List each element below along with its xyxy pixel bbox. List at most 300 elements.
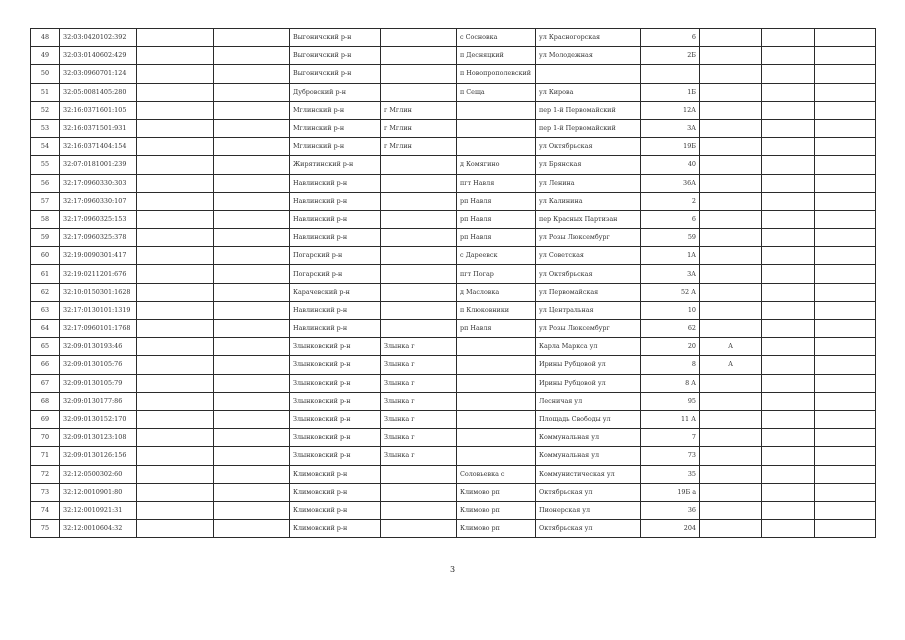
building-letter-cell (700, 47, 762, 65)
row-number-cell: 50 (31, 65, 60, 83)
table-row (31, 410, 876, 428)
building-letter-cell (700, 29, 762, 47)
locality-cell: Климово рп (457, 520, 536, 538)
empty-cell (214, 429, 290, 447)
street-cell: пер Красных Партизан (536, 210, 641, 228)
empty-cell (815, 247, 876, 265)
empty-cell (762, 247, 815, 265)
house-number-cell: 8 А (641, 374, 700, 392)
building-letter-cell (700, 501, 762, 519)
building-letter-cell (700, 101, 762, 119)
building-letter-cell (700, 374, 762, 392)
table-row (31, 174, 876, 192)
district-cell: Выгоничский р-н (290, 47, 381, 65)
district-cell: Злынковский р-н (290, 392, 381, 410)
district-cell: Мглинский р-н (290, 138, 381, 156)
table-row (31, 101, 876, 119)
empty-cell (214, 410, 290, 428)
city-cell: Злынка г (381, 338, 457, 356)
table-row (31, 65, 876, 83)
table-body (31, 29, 876, 538)
empty-cell (815, 47, 876, 65)
cadastral-number-cell: 32:12:0500302:60 (60, 465, 137, 483)
district-cell: Навлинский р-н (290, 192, 381, 210)
cadastral-number-cell: 32:03:0960701:124 (60, 65, 137, 83)
empty-cell (762, 465, 815, 483)
empty-cell (137, 465, 214, 483)
empty-cell (762, 320, 815, 338)
cadastral-number-cell: 32:17:0960325:153 (60, 210, 137, 228)
cadastral-number-cell: 32:16:0371501:931 (60, 119, 137, 137)
house-number-cell: 10 (641, 301, 700, 319)
table-row (31, 83, 876, 101)
locality-cell (457, 410, 536, 428)
house-number-cell: 35 (641, 465, 700, 483)
house-number-cell: 1А (641, 247, 700, 265)
district-cell: Злынковский р-н (290, 356, 381, 374)
house-number-cell: 36А (641, 174, 700, 192)
city-cell (381, 192, 457, 210)
empty-cell (762, 447, 815, 465)
city-cell: г Мглин (381, 138, 457, 156)
table-row (31, 283, 876, 301)
empty-cell (762, 410, 815, 428)
empty-cell (815, 410, 876, 428)
house-number-cell: 3А (641, 119, 700, 137)
empty-cell (762, 138, 815, 156)
table-row (31, 483, 876, 501)
table-row (31, 392, 876, 410)
empty-cell (762, 119, 815, 137)
locality-cell (457, 138, 536, 156)
cadastral-number-cell: 32:12:0010901:80 (60, 483, 137, 501)
row-number-cell: 64 (31, 320, 60, 338)
empty-cell (137, 320, 214, 338)
empty-cell (137, 29, 214, 47)
empty-cell (762, 83, 815, 101)
street-cell: Ирины Рубцовой ул (536, 356, 641, 374)
building-letter-cell (700, 320, 762, 338)
empty-cell (137, 392, 214, 410)
district-cell: Навлинский р-н (290, 210, 381, 228)
city-cell: Злынка г (381, 447, 457, 465)
empty-cell (214, 47, 290, 65)
empty-cell (762, 483, 815, 501)
house-number-cell: 19Б (641, 138, 700, 156)
city-cell: Злынка г (381, 356, 457, 374)
empty-cell (214, 301, 290, 319)
house-number-cell: 3А (641, 265, 700, 283)
empty-cell (815, 29, 876, 47)
house-number-cell: 7 (641, 429, 700, 447)
empty-cell (137, 119, 214, 137)
locality-cell (457, 356, 536, 374)
street-cell: Пионерская ул (536, 501, 641, 519)
city-cell (381, 47, 457, 65)
empty-cell (815, 65, 876, 83)
street-cell: Площадь Свободы ул (536, 410, 641, 428)
house-number-cell: 8 (641, 356, 700, 374)
empty-cell (214, 192, 290, 210)
empty-cell (762, 356, 815, 374)
empty-cell (214, 338, 290, 356)
row-number-cell: 59 (31, 229, 60, 247)
row-number-cell: 70 (31, 429, 60, 447)
building-letter-cell (700, 65, 762, 83)
row-number-cell: 73 (31, 483, 60, 501)
empty-cell (815, 119, 876, 137)
row-number-cell: 58 (31, 210, 60, 228)
cadastral-number-cell: 32:16:0371404:154 (60, 138, 137, 156)
empty-cell (762, 338, 815, 356)
empty-cell (214, 483, 290, 501)
city-cell (381, 247, 457, 265)
table-row (31, 156, 876, 174)
locality-cell: Климово рп (457, 501, 536, 519)
house-number-cell: 6 (641, 210, 700, 228)
street-cell: пер 1-й Первомайский (536, 119, 641, 137)
cadastral-number-cell: 32:09:0130152:170 (60, 410, 137, 428)
empty-cell (815, 483, 876, 501)
row-number-cell: 65 (31, 338, 60, 356)
building-letter-cell (700, 210, 762, 228)
table-row (31, 520, 876, 538)
table-row (31, 447, 876, 465)
building-letter-cell (700, 392, 762, 410)
house-number-cell: 6 (641, 29, 700, 47)
row-number-cell: 68 (31, 392, 60, 410)
locality-cell (457, 429, 536, 447)
row-number-cell: 51 (31, 83, 60, 101)
locality-cell: рп Навля (457, 320, 536, 338)
row-number-cell: 62 (31, 283, 60, 301)
empty-cell (214, 447, 290, 465)
building-letter-cell (700, 465, 762, 483)
empty-cell (815, 156, 876, 174)
empty-cell (137, 156, 214, 174)
cadastral-number-cell: 32:09:0130193:46 (60, 338, 137, 356)
empty-cell (214, 29, 290, 47)
building-letter-cell (700, 119, 762, 137)
cadastral-number-cell: 32:17:0960325:378 (60, 229, 137, 247)
table-row (31, 429, 876, 447)
empty-cell (137, 247, 214, 265)
empty-cell (137, 283, 214, 301)
empty-cell (815, 374, 876, 392)
cadastral-number-cell: 32:17:0130101:1319 (60, 301, 137, 319)
empty-cell (762, 101, 815, 119)
district-cell: Мглинский р-н (290, 101, 381, 119)
street-cell: ул Калинина (536, 192, 641, 210)
street-cell: ул Советская (536, 247, 641, 265)
city-cell: Злынка г (381, 429, 457, 447)
district-cell: Навлинский р-н (290, 301, 381, 319)
empty-cell (762, 156, 815, 174)
row-number-cell: 48 (31, 29, 60, 47)
district-cell: Навлинский р-н (290, 320, 381, 338)
district-cell: Злынковский р-н (290, 338, 381, 356)
table-row (31, 320, 876, 338)
empty-cell (214, 320, 290, 338)
street-cell: ул Брянская (536, 156, 641, 174)
house-number-cell: 52 А (641, 283, 700, 301)
city-cell (381, 283, 457, 301)
row-number-cell: 75 (31, 520, 60, 538)
house-number-cell: 36 (641, 501, 700, 519)
empty-cell (137, 210, 214, 228)
house-number-cell: 40 (641, 156, 700, 174)
row-number-cell: 52 (31, 101, 60, 119)
locality-cell: рп Навля (457, 229, 536, 247)
cadastral-number-cell: 32:07:0181001:239 (60, 156, 137, 174)
district-cell: Карачевский р-н (290, 283, 381, 301)
cadastral-number-cell: 32:16:0371601:105 (60, 101, 137, 119)
building-letter-cell (700, 247, 762, 265)
district-cell: Климовский р-н (290, 465, 381, 483)
street-cell: Коммунальная ул (536, 429, 641, 447)
city-cell (381, 520, 457, 538)
row-number-cell: 55 (31, 156, 60, 174)
city-cell (381, 156, 457, 174)
house-number-cell: 204 (641, 520, 700, 538)
street-cell: Лесничая ул (536, 392, 641, 410)
cadastral-number-cell: 32:12:0010604:32 (60, 520, 137, 538)
street-cell: ул Молодежная (536, 47, 641, 65)
table-row (31, 138, 876, 156)
cadastral-number-cell: 32:05:0081405:280 (60, 83, 137, 101)
table-row (31, 501, 876, 519)
empty-cell (815, 210, 876, 228)
empty-cell (762, 520, 815, 538)
district-cell: Жирятинский р-н (290, 156, 381, 174)
empty-cell (214, 520, 290, 538)
district-cell: Климовский р-н (290, 501, 381, 519)
street-cell: ул Розы Люксембург (536, 320, 641, 338)
street-cell: пер 1-й Первомайский (536, 101, 641, 119)
district-cell: Злынковский р-н (290, 447, 381, 465)
empty-cell (137, 192, 214, 210)
house-number-cell: 62 (641, 320, 700, 338)
building-letter-cell: А (700, 338, 762, 356)
city-cell: Злынка г (381, 392, 457, 410)
empty-cell (762, 301, 815, 319)
street-cell: Октябрьская ул (536, 520, 641, 538)
cadastral-number-cell: 32:10:0150301:1628 (60, 283, 137, 301)
empty-cell (762, 429, 815, 447)
cadastral-number-cell: 32:19:0211201:676 (60, 265, 137, 283)
row-number-cell: 57 (31, 192, 60, 210)
locality-cell: п Сеща (457, 83, 536, 101)
street-cell: ул Ленина (536, 174, 641, 192)
city-cell: г Мглин (381, 101, 457, 119)
street-cell: Октябрьская ул (536, 483, 641, 501)
empty-cell (214, 392, 290, 410)
empty-cell (815, 283, 876, 301)
table-row (31, 356, 876, 374)
cadastral-number-cell: 32:09:0130105:76 (60, 356, 137, 374)
row-number-cell: 69 (31, 410, 60, 428)
district-cell: Навлинский р-н (290, 174, 381, 192)
locality-cell: пгт Навля (457, 174, 536, 192)
empty-cell (815, 447, 876, 465)
district-cell: Выгоничский р-н (290, 29, 381, 47)
table-row (31, 29, 876, 47)
city-cell (381, 320, 457, 338)
street-cell: ул Красногорская (536, 29, 641, 47)
building-letter-cell (700, 265, 762, 283)
empty-cell (137, 138, 214, 156)
row-number-cell: 67 (31, 374, 60, 392)
district-cell: Погарский р-н (290, 265, 381, 283)
empty-cell (815, 520, 876, 538)
empty-cell (762, 392, 815, 410)
house-number-cell: 1Б (641, 83, 700, 101)
house-number-cell: 2Б (641, 47, 700, 65)
city-cell (381, 483, 457, 501)
row-number-cell: 71 (31, 447, 60, 465)
locality-cell: д Комягино (457, 156, 536, 174)
empty-cell (137, 265, 214, 283)
empty-cell (762, 29, 815, 47)
row-number-cell: 63 (31, 301, 60, 319)
empty-cell (137, 429, 214, 447)
street-cell: ул Октябрьская (536, 138, 641, 156)
cadastral-number-cell: 32:12:0010921:31 (60, 501, 137, 519)
locality-cell: п Клюковники (457, 301, 536, 319)
house-number-cell: 95 (641, 392, 700, 410)
empty-cell (815, 392, 876, 410)
house-number-cell: 11 А (641, 410, 700, 428)
table-row (31, 265, 876, 283)
district-cell: Климовский р-н (290, 483, 381, 501)
building-letter-cell: А (700, 356, 762, 374)
building-letter-cell (700, 229, 762, 247)
street-cell: ул Октябрьская (536, 265, 641, 283)
empty-cell (137, 483, 214, 501)
empty-cell (762, 374, 815, 392)
empty-cell (815, 501, 876, 519)
street-cell: Коммунальная ул (536, 447, 641, 465)
empty-cell (214, 247, 290, 265)
table-row (31, 229, 876, 247)
table-row (31, 210, 876, 228)
district-cell: Злынковский р-н (290, 410, 381, 428)
empty-cell (762, 265, 815, 283)
building-letter-cell (700, 429, 762, 447)
street-cell: Карла Маркса ул (536, 338, 641, 356)
house-number-cell: 73 (641, 447, 700, 465)
empty-cell (815, 338, 876, 356)
cadastral-number-cell: 32:09:0130126:156 (60, 447, 137, 465)
table-row (31, 301, 876, 319)
table-row (31, 192, 876, 210)
registry-table (30, 28, 876, 538)
empty-cell (214, 119, 290, 137)
locality-cell: рп Навля (457, 210, 536, 228)
empty-cell (214, 210, 290, 228)
row-number-cell: 66 (31, 356, 60, 374)
city-cell (381, 210, 457, 228)
row-number-cell: 61 (31, 265, 60, 283)
locality-cell (457, 119, 536, 137)
cadastral-number-cell: 32:19:0090301:417 (60, 247, 137, 265)
district-cell: Дубровский р-н (290, 83, 381, 101)
empty-cell (137, 356, 214, 374)
city-cell (381, 83, 457, 101)
district-cell: Выгоничский р-н (290, 65, 381, 83)
cadastral-number-cell: 32:03:0140602:429 (60, 47, 137, 65)
empty-cell (762, 174, 815, 192)
street-cell: ул Первомайская (536, 283, 641, 301)
empty-cell (815, 229, 876, 247)
locality-cell: Соловьевка с (457, 465, 536, 483)
locality-cell: с Дареевск (457, 247, 536, 265)
locality-cell (457, 392, 536, 410)
building-letter-cell (700, 410, 762, 428)
district-cell: Погарский р-н (290, 247, 381, 265)
city-cell (381, 501, 457, 519)
table-row (31, 247, 876, 265)
cadastral-number-cell: 32:17:0960330:107 (60, 192, 137, 210)
empty-cell (137, 47, 214, 65)
building-letter-cell (700, 174, 762, 192)
empty-cell (815, 465, 876, 483)
street-cell: ул Кирова (536, 83, 641, 101)
empty-cell (214, 101, 290, 119)
city-cell (381, 301, 457, 319)
cadastral-number-cell: 32:17:0960101:1768 (60, 320, 137, 338)
building-letter-cell (700, 301, 762, 319)
cadastral-number-cell: 32:03:0420102:392 (60, 29, 137, 47)
house-number-cell: 20 (641, 338, 700, 356)
row-number-cell: 60 (31, 247, 60, 265)
district-cell: Навлинский р-н (290, 229, 381, 247)
building-letter-cell (700, 483, 762, 501)
city-cell: г Мглин (381, 119, 457, 137)
empty-cell (214, 465, 290, 483)
locality-cell: Климово рп (457, 483, 536, 501)
empty-cell (815, 174, 876, 192)
locality-cell (457, 338, 536, 356)
district-cell: Климовский р-н (290, 520, 381, 538)
city-cell (381, 174, 457, 192)
empty-cell (137, 374, 214, 392)
empty-cell (214, 229, 290, 247)
empty-cell (214, 138, 290, 156)
empty-cell (815, 320, 876, 338)
empty-cell (214, 374, 290, 392)
street-cell (536, 65, 641, 83)
locality-cell (457, 374, 536, 392)
street-cell: ул Розы Люксембург (536, 229, 641, 247)
street-cell: Ирины Рубцовой ул (536, 374, 641, 392)
empty-cell (762, 283, 815, 301)
empty-cell (137, 65, 214, 83)
empty-cell (214, 501, 290, 519)
building-letter-cell (700, 83, 762, 101)
empty-cell (214, 83, 290, 101)
empty-cell (762, 65, 815, 83)
table-row (31, 465, 876, 483)
page-number: 3 (449, 565, 456, 574)
empty-cell (137, 174, 214, 192)
building-letter-cell (700, 156, 762, 174)
cadastral-number-cell: 32:09:0130105:79 (60, 374, 137, 392)
building-letter-cell (700, 520, 762, 538)
locality-cell (457, 101, 536, 119)
empty-cell (762, 229, 815, 247)
empty-cell (137, 101, 214, 119)
